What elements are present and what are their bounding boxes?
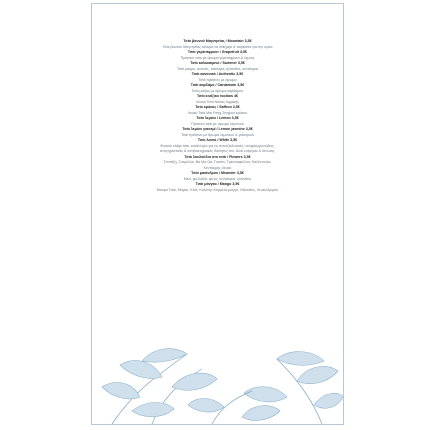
tea-leaves-decoration [92,299,343,424]
menu-item-description: Τσάι μαύρο με άρωμα καρδάμου [191,88,244,93]
menu-item-description: Κεντάυρια, Λευκό [203,165,232,170]
menu-item-description: Πράσινο τσάι με άρωμα λεμονιού [191,121,244,126]
menu-item-description: Πράσινο τσάι με άρωμα γκρέιπφρουτ & λέμονι [180,55,255,60]
menu-item-description: Τσάι πράσινο με άρωμα [198,77,237,82]
menu-item-title: Τσάι κρόκος / Saffron 3,5€ [195,105,240,109]
menu-item-title: Τσάι λεμόνι γιασεμί / Lemon jasmine 3,5€ [182,127,253,131]
menu-item-title: Τσάι καλοκαιρινό / Summer 3,5€ [190,61,245,65]
tea-menu [92,39,343,193]
menu-item-description: Λευκό Τσάι Μαι Feng Σπηρού κρόκου [187,110,248,115]
menu-item-title: Τσάι μάνγκο / Mango 3,5€ [195,182,240,186]
menu-item-title: Τσάι κινέζικο rooibos 4€ [196,94,239,98]
menu-item-description: Λευκό Τσάι Νότιας Αφρικής [195,99,239,104]
menu-item-description: Τσάι μαύρο, ανανάς, παπάγια, ηλίανθος, κεντάυρια [176,66,258,71]
menu-item-description: Μελί, φυλλάδα, φίνος, κεντάυρια, ηλίανθος [183,176,252,181]
tea-leaf-illustration [102,349,343,424]
menu-item-title: Τσάι βουνού Μαγνησίας / Mountain 3,5€ [183,39,252,43]
menu-item-title: Τσάι γκρέιπφρουτ / Grapefruit 3,5€ [187,50,248,54]
menu-item-title: Τσάι λουλούδια στο τσάι / Flowers 3,5€ [184,154,251,159]
menu-item-title: Τσάι λευκό / White 3,5€ [197,138,238,142]
menu-item-description: Μαύρο Τσάι, Μάγκο, Κίνα, Καλέντρ Καρμέλα μάγγο, Ηλίανθος, Λευκό Άρμπο [156,187,279,192]
menu-item-title: Τσάι καρδάμο / Cardamom 3,5€ [190,83,245,87]
menu-item-title: Τσάι κανονικό / Authentic 3,5€ [191,72,244,76]
menu-item-description: Φυσικό ελάφι τσάι, κατάλληλο για τις αντιοξειδωτικές, αντιφλεγμονώδεις, [160,143,275,148]
menu-page [91,3,344,425]
menu-item-description: Σύνταξη, Συτρολλα, Βα Μα Ωα, Γοσσα, Τριανταφύλλια, Καλέντουλα, [163,160,272,164]
menu-item-description: Τσάι βουνού Μαγνησίας τσουμα σε σάκχαρι & ταιρίαστα για την υγεία [162,44,273,49]
menu-item-description: Τσάι πράσινο με άρωμα λεμονιού & γιασεμιού [181,132,254,137]
menu-item-description: αντιγηραντικές & αντιβακτηριακές ιδιότητες του. Δίνει ενέργεια & τόνωση. [159,149,276,153]
menu-item-title: Τσάι λεμόνι / Lemon 3,5€ [196,116,239,120]
menu-item-title: Τσάι μαιάνδρου / Meander 3,5€ [191,171,244,175]
